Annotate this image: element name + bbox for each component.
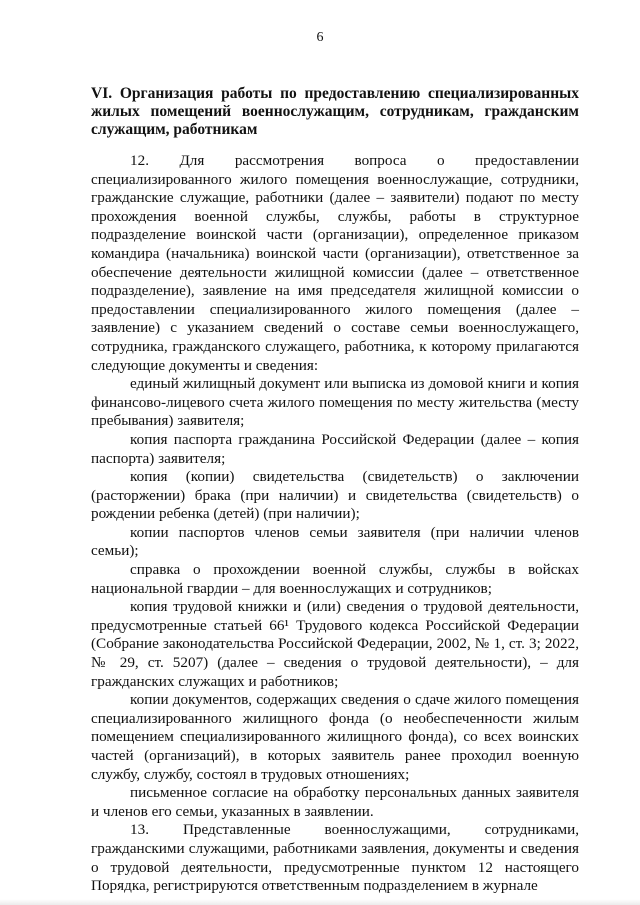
list-item-marriage-certificates: копия (копии) свидетельства (свидетельств) о заключении (расторжении) брака (при наличии) и свидетельства (свидетельств) о рождении ребенка (детей) (при наличии); (91, 468, 579, 523)
list-item-family-passports: копии паспортов членов семьи заявителя (при наличии членов семьи); (91, 523, 579, 560)
document-body (91, 152, 579, 896)
list-item-employment-record: копия трудовой книжки и (или) сведения о трудовой деятельности, предусмотренные статьей 66¹ Трудового кодекса Российской Федерации (Собрание законодательства Российской Федерации, 2002, № 1, ст. 3; 2022, № 29, ст. 5207) (далее – сведения о трудовой деятельности), – для гражданских служащих и работников; (91, 598, 579, 690)
paragraph-13: 13. Представленные военнослужащими, сотрудниками, гражданскими служащими, работниками заявления, документы и сведения о трудовой деятельности, предусмотренные пунктом 12 настоящего Порядка, регистрируются ответственным подразделением в журнале (91, 821, 579, 895)
section-title: VI. Организация работы по предоставлению специализированных жилых помещений военнослужащим, сотрудникам, гражданским служащим, работникам (91, 85, 579, 138)
page-number: 6 (316, 30, 324, 45)
paragraph-12: 12. Для рассмотрения вопроса о предоставлении специализированного жилого помещения военнослужащие, сотрудники, гражданские служащие, работники (далее – заявители) подают по месту прохождения военной службы, службы, работы в структурное подразделение воинской части (организации), определенное приказом командира (начальника) воинской части (организации), ответственное за обеспечение деятельности жилищной комиссии (далее – ответственное подразделение), заявление на имя председателя жилищной комиссии о предоставлении специализированного жилого помещения (далее – заявление) с указанием сведений о составе семьи военнослужащего, сотрудника, гражданского служащего, работника, к которому прилагаются следующие документы и сведения: (91, 152, 579, 374)
list-item-housing-surrender-docs: копии документов, содержащих сведения о сдаче жилого помещения специализированного жилищного фонда (о необеспеченности жилым помещением специализированного жилищного фонда), со всех воинских частей (организаций), в которых заявитель ранее проходил военную службу, службу, состоял в трудовых отношениях; (91, 691, 579, 783)
list-item-passport-copy: копия паспорта гражданина Российской Федерации (далее – копия паспорта) заявителя; (91, 430, 579, 467)
list-item-service-certificate: справка о прохождении военной службы, службы в войсках национальной гвардии – для военнослужащих и сотрудников; (91, 561, 579, 597)
list-item-personal-data-consent: письменное согласие на обработку персональных данных заявителя и членов его семьи, указанных в заявлении. (91, 784, 579, 820)
scan-edge-shadow (0, 899, 640, 905)
list-item-housing-document: единый жилищный документ или выписка из домовой книги и копия финансово-лицевого счета жилого помещения по месту жительства (месту пребывания) заявителя; (91, 375, 579, 430)
